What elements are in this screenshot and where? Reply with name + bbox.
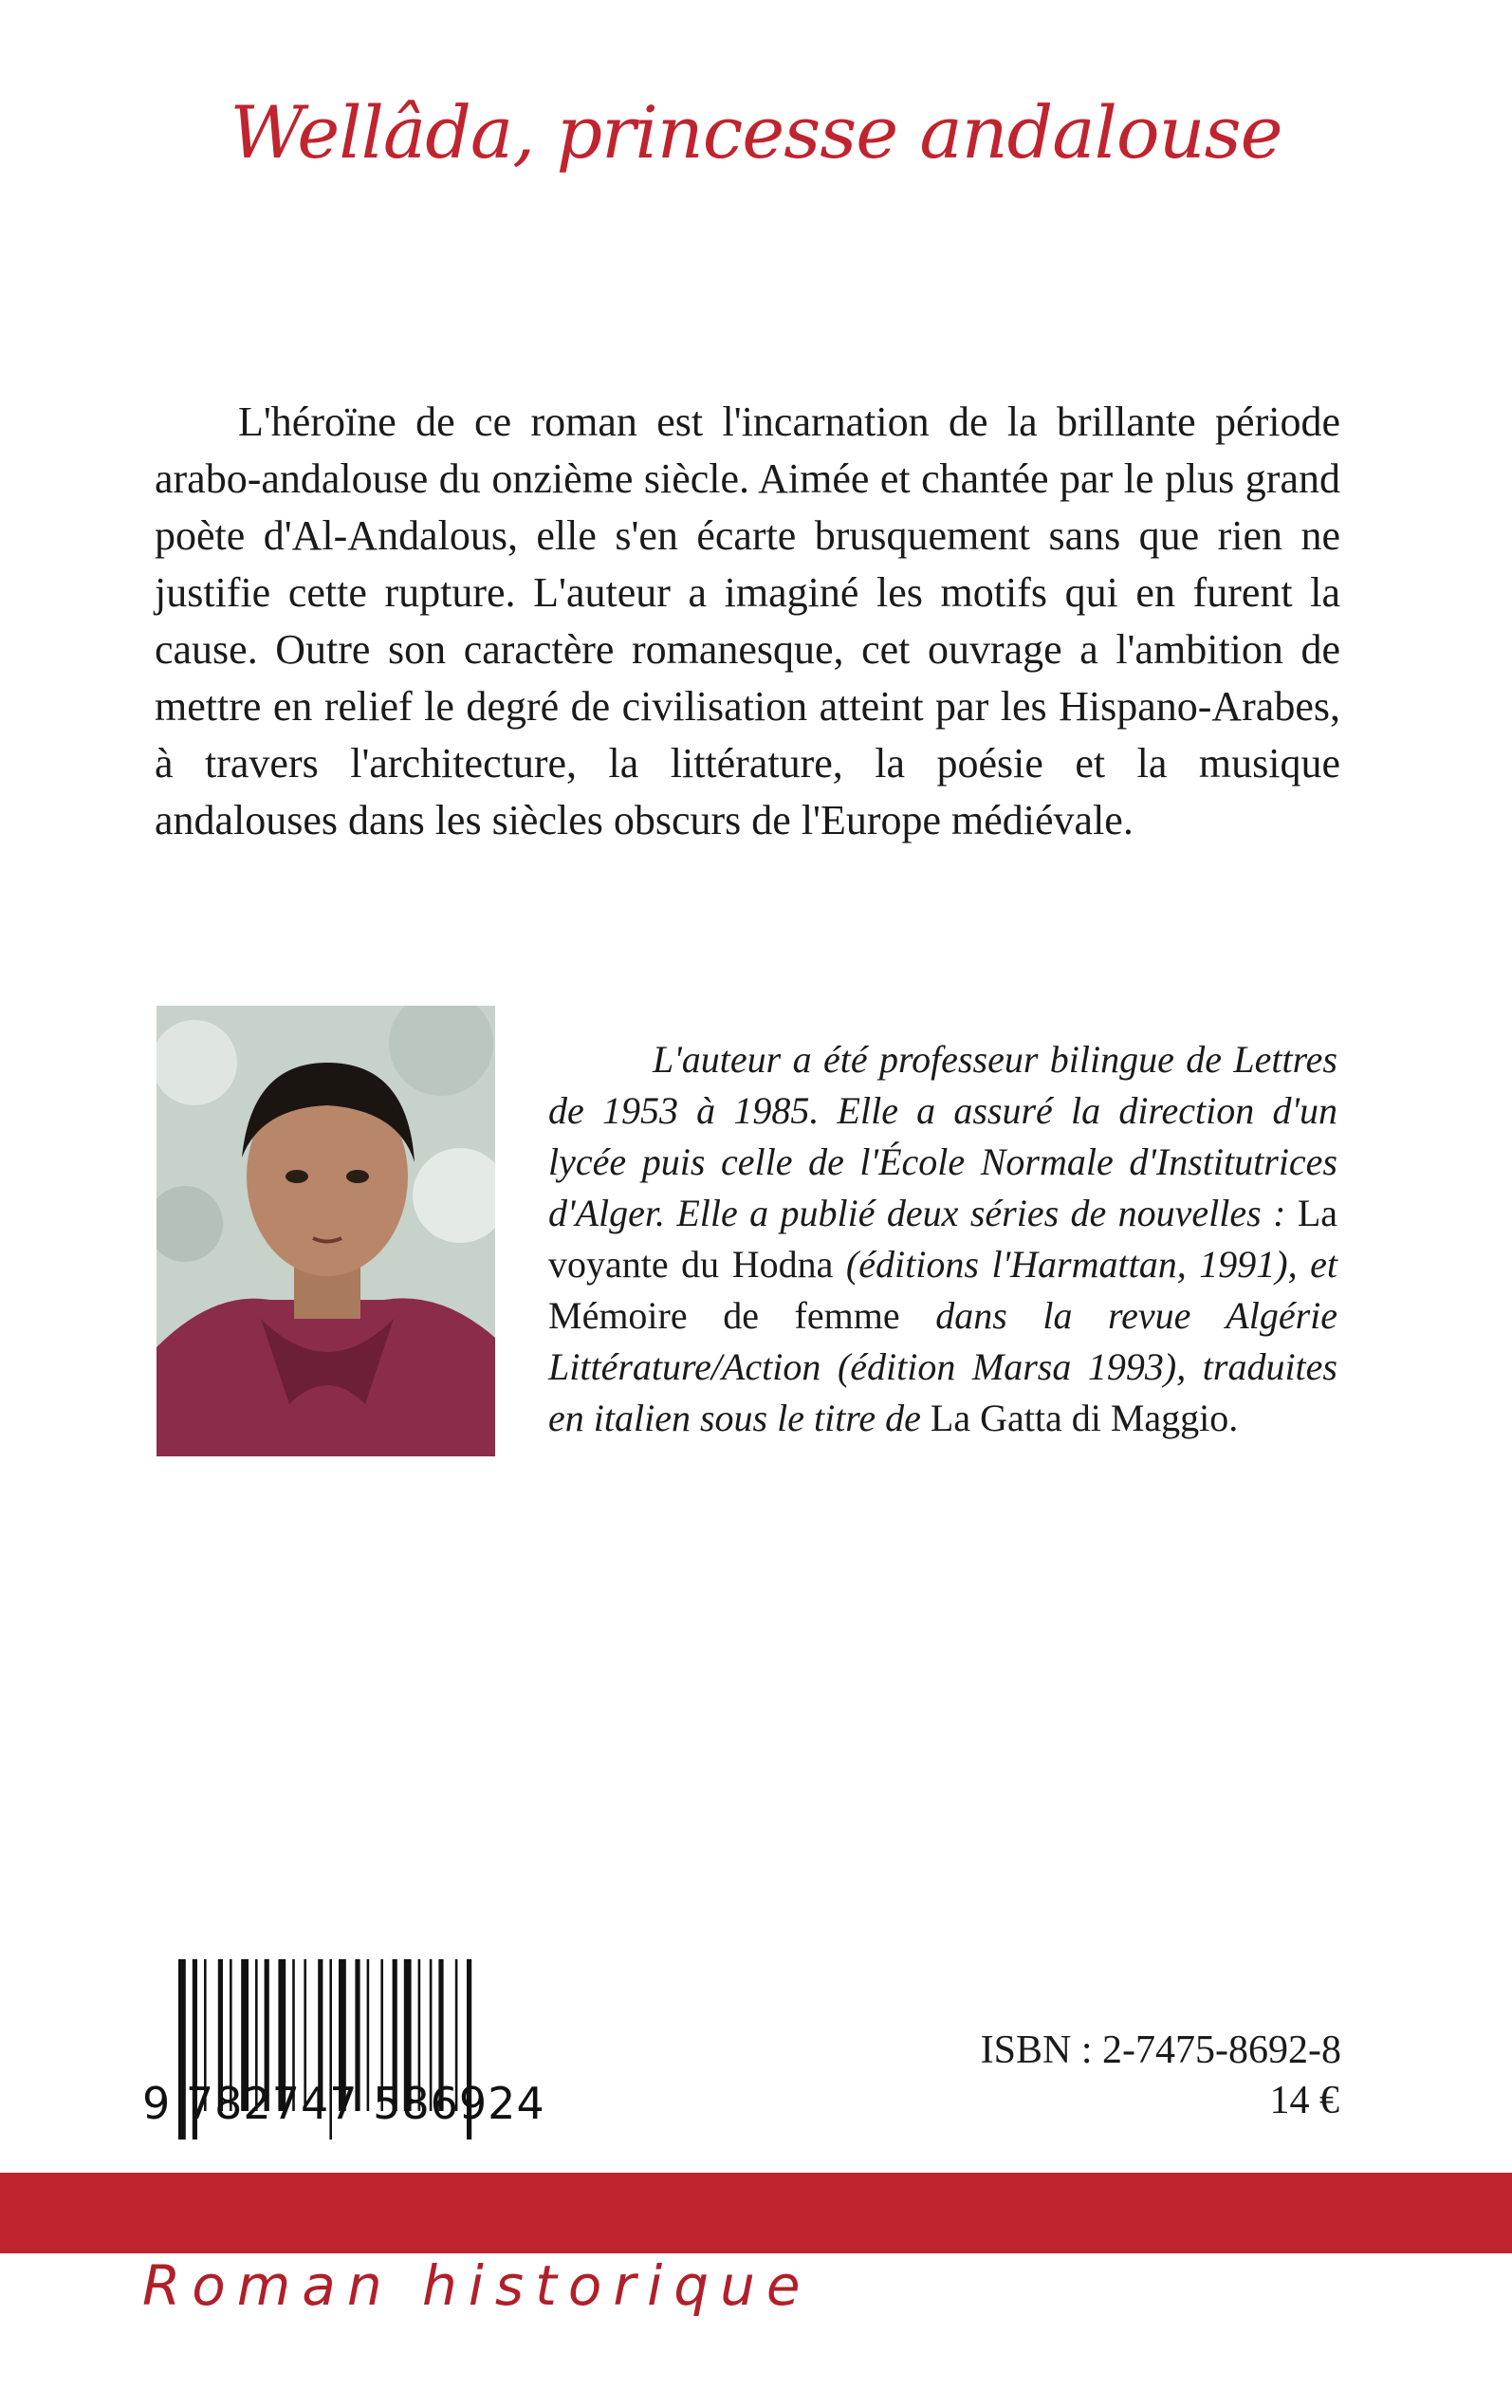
author-photo	[157, 1006, 495, 1456]
genre-label: Roman historique	[142, 2253, 812, 2318]
bio-part-3: dans la revue	[899, 1294, 1226, 1337]
author-bio	[548, 1034, 1337, 1444]
price: 14 €	[1269, 2079, 1339, 2122]
bio-part-4: (édition Marsa 1993), traduites en italien sous le titre de	[548, 1345, 1337, 1439]
barcode-digits: 9 782747 586924	[142, 2078, 545, 2129]
bio-work-4: La Gatta di Maggio	[930, 1397, 1229, 1439]
bio-work-2: Mémoire de femme	[548, 1294, 900, 1337]
genre-band	[0, 2173, 1512, 2253]
bio-work-1: La voyante du Hodna	[548, 1192, 1337, 1286]
book-title: Wellâda, princesse andalouse	[230, 90, 1282, 175]
bio-work-3: Algérie Littérature/Action	[548, 1294, 1337, 1388]
isbn: ISBN : 2-7475-8692-8	[980, 2028, 1341, 2072]
synopsis-text: L'héroïne de ce roman est l'incarnation de la brillante période arabo-andalouse du onzième siècle. Aimée et chantée par le plus grand poète d'Al-Andalous, elle s'en écarte brusquement sans que rien ne justifie cette rupture. L'auteur a imaginé les motifs qui en furent la cause. Outre son caractère romanesque, cet ouvrage a l'ambition de mettre en relief le degré de civilisation atteint par les Hispano-Arabes, à travers l'architecture, la littérature, la poésie et la musique andalouses dans les siècles obscurs de l'Europe médiévale.	[155, 398, 1340, 843]
bio-part-2: (éditions l'Harmattan, 1991), et	[833, 1243, 1337, 1286]
bio-part-5: .	[1228, 1397, 1239, 1439]
bio-part-1: L'auteur a été professeur bilingue de Lettres de 1953 à 1985. Elle a assuré la direction d'un lycée puis celle de l'École Normale d'Institutrices d'Alger. Elle a publié deux séries de nouvelles :	[548, 1038, 1337, 1234]
